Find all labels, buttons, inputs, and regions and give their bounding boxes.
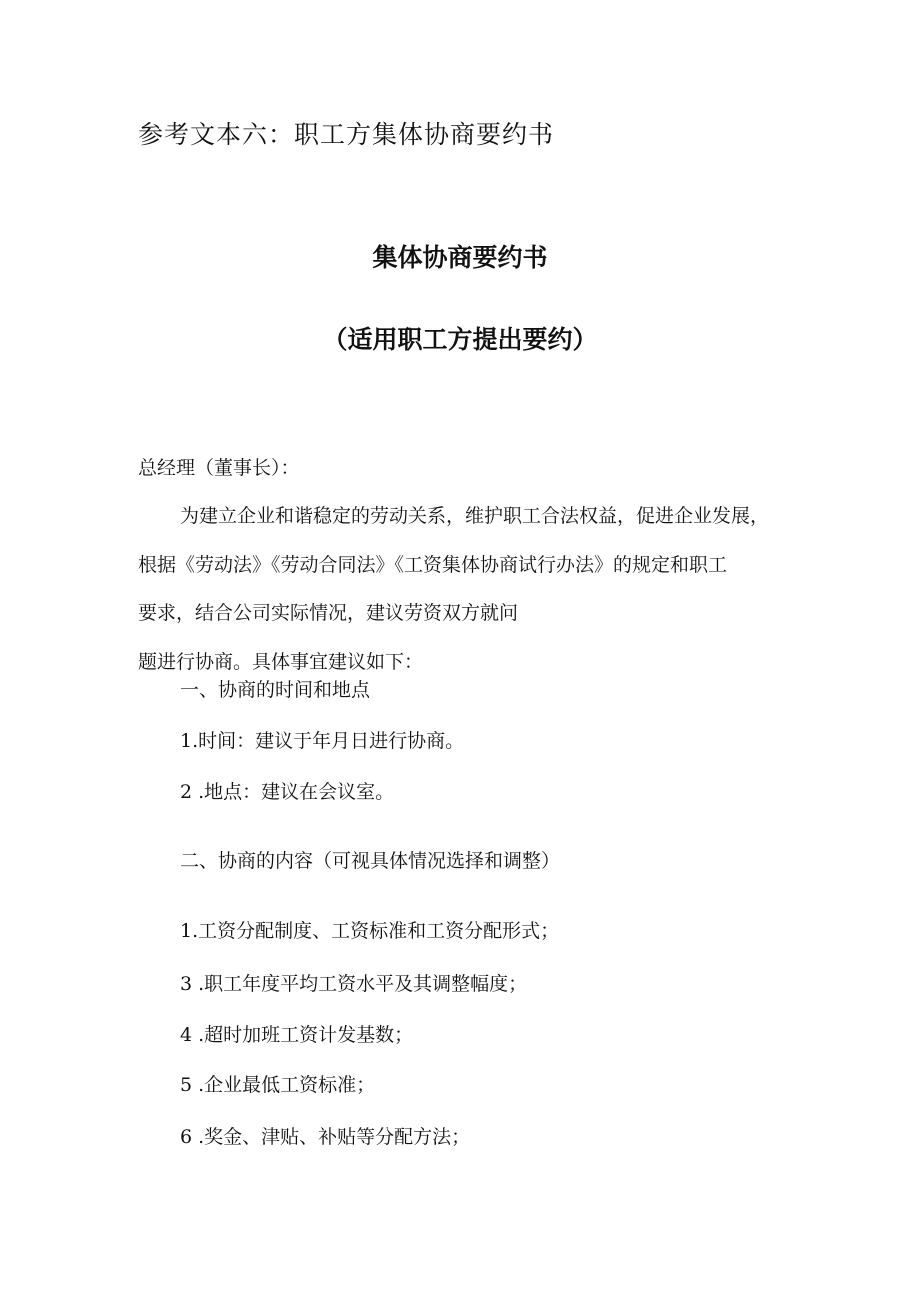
reference-title: 参考文本六：职工方集体协商要约书: [138, 120, 555, 149]
paragraph-line-1: 为建立企业和谐稳定的劳动关系，维护职工合法权益，促进企业发展，: [180, 505, 770, 527]
section-1-item-place: 2 .地点：建议在会议室。: [180, 781, 395, 803]
paragraph-line-2: 根据《劳动法》《劳动合同法》《工资集体协商试行办法》的规定和职工: [138, 554, 728, 576]
section-2-item: 5 .企业最低工资标准；: [180, 1074, 376, 1096]
document-title: 集体协商要约书: [372, 243, 548, 272]
section-1-item-time: 1.时间：建议于年月日进行协商。: [180, 730, 465, 752]
paragraph-line-4: 题进行协商。具体事宜建议如下：: [138, 651, 424, 673]
section-2-item: 3 .职工年度平均工资水平及其调整幅度；: [180, 973, 528, 995]
section-2-item: 6 .奖金、津贴、补贴等分配方法；: [180, 1126, 471, 1148]
section-1-heading: 一、协商的时间和地点: [180, 679, 371, 701]
section-2-item: 4 .超时加班工资计发基数；: [180, 1024, 414, 1046]
section-2-item: 1.工资分配制度、工资标准和工资分配形式；: [180, 920, 560, 942]
paragraph-line-3: 要求，结合公司实际情况，建议劳资双方就问: [138, 602, 519, 624]
salutation: 总经理（董事长）：: [138, 457, 300, 479]
document-subtitle: （适用职工方提出要约）: [322, 325, 598, 354]
section-2-heading: 二、协商的内容（可视具体情况选择和调整）: [180, 850, 561, 872]
